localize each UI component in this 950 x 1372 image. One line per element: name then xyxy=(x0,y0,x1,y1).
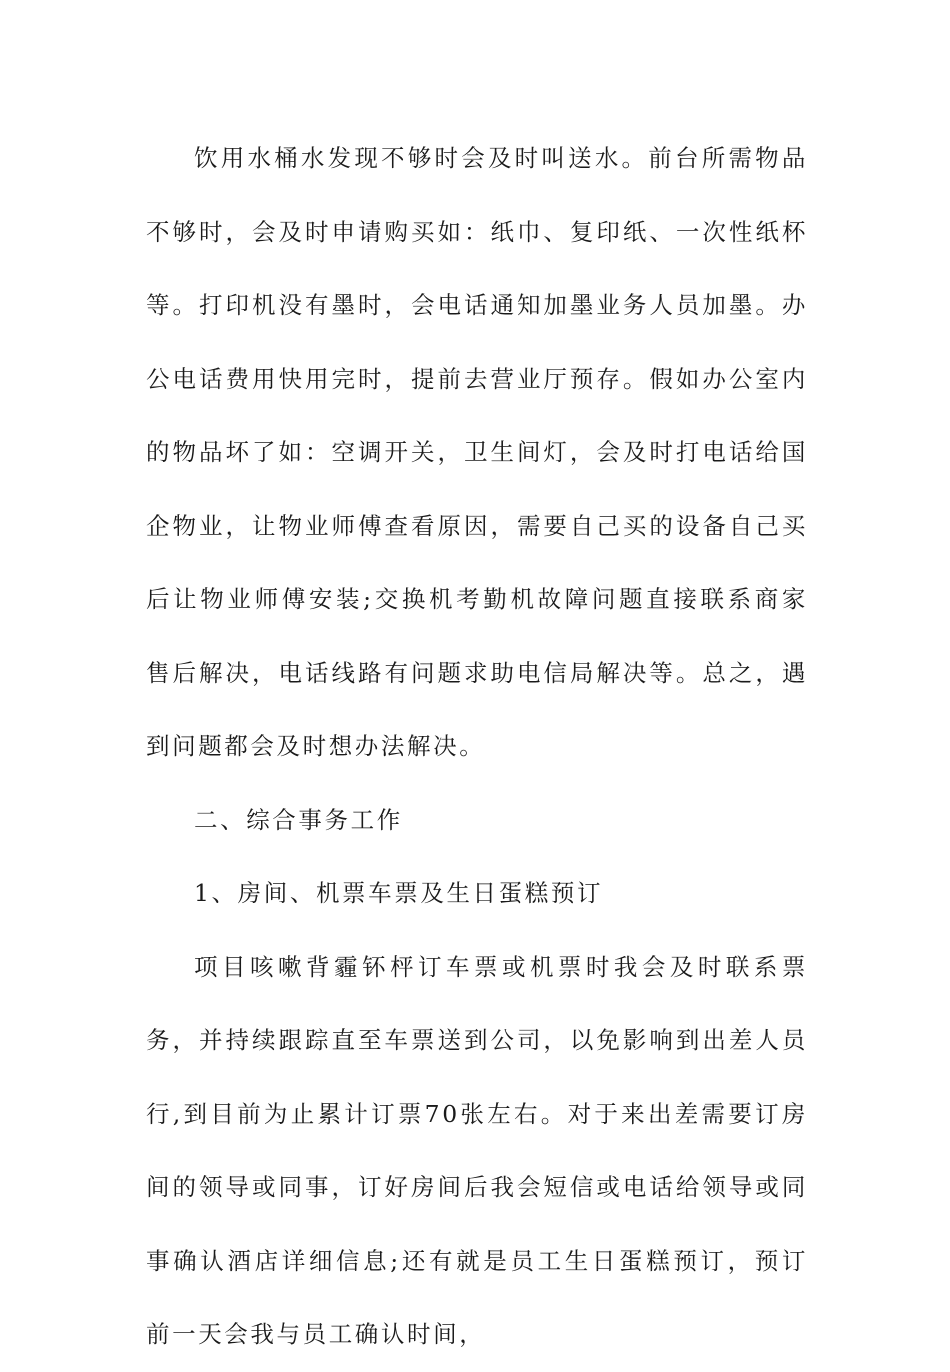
paragraph-ticket-booking: 项目咳嗽背霾钚枰订车票或机票时我会及时联系票务，并持续跟踪直至车票送到公司，以免影响到出差人员行,到目前为止累计订票70张左右。对于来出差需要订房间的领导或同事，订好房间后我会短信或电话给领导或同事确认酒店详细信息;还有就是员工生日蛋糕预订，预订前一天会我与员工确认时间， xyxy=(146,952,808,1348)
document-body xyxy=(146,122,808,1372)
section-heading-general-affairs: 二、综合事务工作 xyxy=(194,805,403,834)
paragraph-office-supplies: 饮用水桶水发现不够时会及时叫送水。前台所需物品不够时，会及时申请购买如：纸巾、复印纸、一次性纸杯等。打印机没有墨时，会电话通知加墨业务人员加墨。办公电话费用快用完时，提前去营业厅预存。假如办公室内的物品坏了如：空调开关，卫生间灯，会及时打电话给国企物业，让物业师傅查看原因，需要自己买的设备自己买后让物业师傅安装;交换机考勤机故障问题直接联系商家售后解决，电话线路有问题求助电信局解决等。总之，遇到问题都会及时想办法解决。 xyxy=(146,144,808,760)
subsection-heading-bookings: 1、房间、机票车票及生日蛋糕预订 xyxy=(194,879,604,907)
